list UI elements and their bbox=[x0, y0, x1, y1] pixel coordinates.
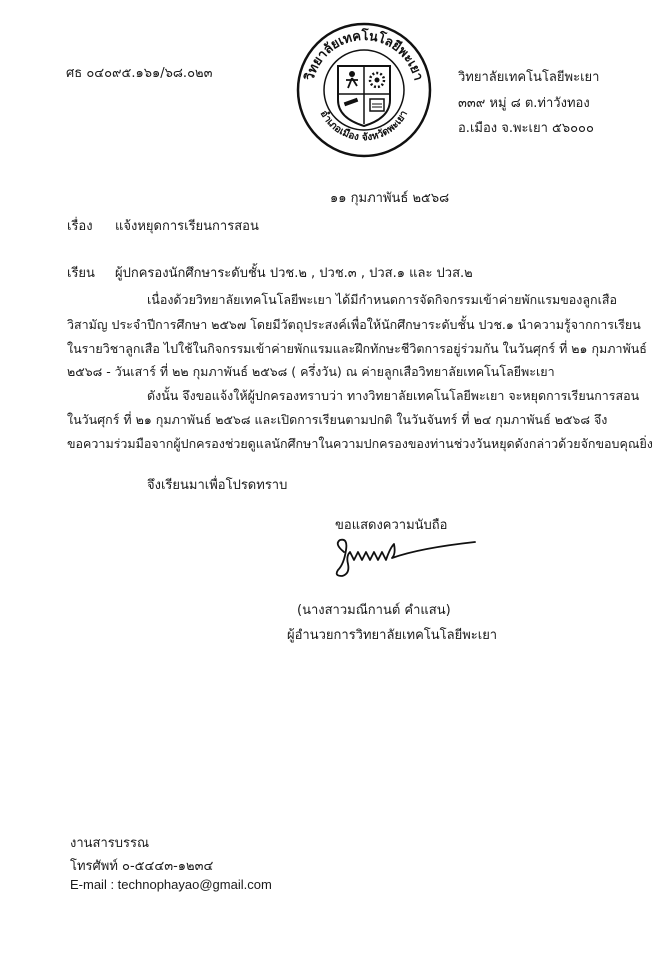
college-address-line1: วิทยาลัยเทคโนโลยีพะเยา bbox=[458, 70, 600, 85]
recipient-text: ผู้ปกครองนักศึกษาระดับชั้น ปวช.๒ , ปวช.๓ , ปวส.๑ และ ปวส.๒ bbox=[115, 266, 473, 281]
college-address-line3: อ.เมือง จ.พะเยา ๕๖๐๐๐ bbox=[458, 121, 594, 136]
regards-phrase: ขอแสดงความนับถือ bbox=[335, 518, 448, 533]
body-line: ขอความร่วมมือจากผู้ปกครองช่วยดูแลนักศึกษาในความปกครองของท่านช่วงวันหยุดดังกล่าวด้วยจักขอบคุณยิ่ง bbox=[67, 436, 653, 451]
body-line: ในรายวิชาลูกเสือ ไปใช้ในกิจกรรมเข้าค่ายพักแรมและฝึกทักษะชีวิตการอยู่ร่วมกัน ในวันศุกร์ ที่ ๒๑ กุมภาพันธ์ bbox=[67, 341, 647, 356]
body-line: ๒๕๖๘ - วันเสาร์ ที่ ๒๒ กุมภาพันธ์ ๒๕๖๘ ( ครึ่งวัน) ณ ค่ายลูกเสือวิทยาลัยเทคโนโลยีพะเยา bbox=[67, 364, 555, 379]
svg-text:อำเภอเมือง จังหวัดพะเยา: อำเภอเมือง จังหวัดพะเยา bbox=[317, 108, 411, 144]
subject-label: เรื่อง bbox=[67, 219, 93, 234]
recipient-label: เรียน bbox=[67, 266, 95, 281]
document-number: ศธ ๐๔๐๙๕.๑๖๑/๖๘.๐๒๓ bbox=[66, 66, 213, 81]
body-line: ดังนั้น จึงขอแจ้งให้ผู้ปกครองทราบว่า ทางวิทยาลัยเทคโนโลยีพะเยา จะหยุดการเรียนการสอน bbox=[147, 388, 640, 403]
body-line: ในวันศุกร์ ที่ ๒๑ กุมภาพันธ์ ๒๕๖๘ และเปิดการเรียนตามปกติ ในวันจันทร์ ที่ ๒๔ กุมภาพันธ์ ๒๕๖๘ จึง bbox=[67, 412, 608, 427]
svg-text:วิทยาลัยเทคโนโลยีพะเยา: วิทยาลัยเทคโนโลยีพะเยา bbox=[302, 28, 426, 83]
letter-date: ๑๑ กุมภาพันธ์ ๒๕๖๘ bbox=[330, 191, 450, 206]
body-line: วิสามัญ ประจำปีการศึกษา ๒๕๖๗ โดยมีวัตถุประสงค์เพื่อให้นักศึกษาระดับชั้น ปวช.๑ นำความรู้จากการเรียน bbox=[67, 317, 641, 332]
closing-phrase: จึงเรียนมาเพื่อโปรดทราบ bbox=[147, 478, 288, 493]
signer-name: (นางสาวมณีกานต์ คำแสน) bbox=[297, 603, 451, 618]
footer-phone: โทรศัพท์ ๐-๕๔๔๓-๑๒๓๔ bbox=[70, 859, 214, 874]
college-address-line2: ๓๓๙ หมู่ ๘ ต.ท่าวังทอง bbox=[458, 96, 590, 111]
subject-text: แจ้งหยุดการเรียนการสอน bbox=[115, 219, 259, 234]
footer-department: งานสารบรรณ bbox=[70, 836, 150, 851]
college-seal-logo bbox=[290, 14, 438, 162]
footer-email: E-mail : technophayao@gmail.com bbox=[70, 877, 272, 892]
body-line: เนื่องด้วยวิทยาลัยเทคโนโลยีพะเยา ได้มีกำหนดการจัดกิจกรรมเข้าค่ายพักแรมของลูกเสือ bbox=[147, 292, 618, 307]
signer-position: ผู้อำนวยการวิทยาลัยเทคโนโลยีพะเยา bbox=[287, 628, 498, 643]
handwritten-signature bbox=[330, 530, 480, 590]
